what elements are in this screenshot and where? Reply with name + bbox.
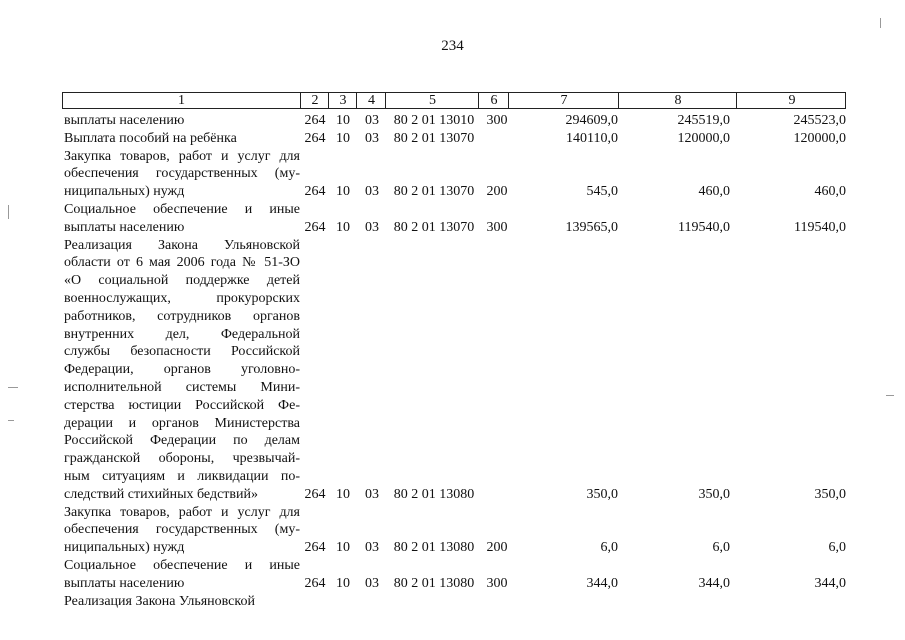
description-line: «О социальной поддержке детей — [64, 273, 300, 289]
header-cell-6: 6 — [478, 93, 509, 108]
header-cell-1: 1 — [178, 93, 185, 108]
cell-col-8: 6,0 — [712, 540, 730, 556]
description-line: гражданской обороны, чрезвычай- — [64, 451, 300, 467]
cell-col-3: 10 — [336, 575, 350, 591]
cell-col-5: 80 2 01 13010 — [393, 113, 475, 128]
cell-col-9: 245523,0 — [793, 113, 846, 128]
description-line: обеспечения государственных (му- — [64, 522, 300, 538]
cell-col-8: 460,0 — [698, 184, 730, 200]
cell-col-5: 80 2 01 13080 — [393, 540, 475, 556]
cell-col-5: 80 2 01 13070 — [393, 219, 475, 235]
header-cell-9: 9 — [736, 93, 847, 108]
cell-col-8: 245519,0 — [677, 113, 730, 128]
cell-col-2: 264 — [304, 219, 326, 235]
cell-col-9: 460,0 — [814, 184, 846, 200]
cell-col-3: 10 — [336, 540, 350, 556]
row-description — [64, 557, 300, 593]
cell-col-9: 119540,0 — [794, 219, 846, 235]
cell-col-4: 03 — [365, 130, 379, 146]
cell-col-5: 80 2 01 13070 — [393, 184, 475, 200]
cell-col-5: 80 2 01 13080 — [393, 486, 475, 502]
row-description — [64, 504, 300, 557]
scan-mark — [8, 205, 9, 219]
description-line: Реализация Закона Ульяновской — [64, 237, 300, 253]
description-line: ниципальных) нужд — [64, 540, 185, 556]
description-line: Социальное обеспечение и иные — [64, 558, 300, 573]
description-line: Социальное обеспечение и иные — [64, 202, 300, 217]
description-line: работников, сотрудников органов — [64, 308, 300, 324]
cell-col-2: 264 — [304, 184, 326, 200]
page-number: 234 — [441, 38, 464, 54]
description-line: внутренних дел, Федеральной — [64, 326, 300, 342]
cell-col-9: 344,0 — [814, 575, 846, 591]
cell-col-4: 03 — [365, 113, 379, 128]
cell-col-3: 10 — [336, 184, 350, 200]
description-line: области от 6 мая 2006 года № 51-ЗО — [64, 255, 300, 271]
cell-col-2: 264 — [304, 540, 326, 556]
cell-col-5: 80 2 01 13080 — [393, 575, 475, 591]
description-line: Закупка товаров, работ и услуг для — [64, 504, 300, 520]
description-line: выплаты населению — [64, 113, 185, 128]
row-description — [64, 112, 300, 130]
scan-mark — [880, 18, 881, 28]
table-header — [62, 92, 846, 109]
description-line: военнослужащих, прокурорских — [64, 290, 300, 306]
header-cell-2: 2 — [300, 93, 329, 108]
cell-col-4: 03 — [365, 486, 379, 502]
description-line: выплаты населению — [64, 219, 185, 235]
header-cell-3: 3 — [328, 93, 357, 108]
cell-col-4: 03 — [365, 184, 379, 200]
header-cell-7: 7 — [508, 93, 619, 108]
description-line: Выплата пособий на ребёнка — [64, 130, 237, 146]
cell-col-6: 300 — [486, 575, 508, 591]
scan-mark — [886, 395, 894, 396]
header-cell-5: 5 — [385, 93, 479, 108]
description-line: Российской Федерации по делам — [64, 433, 300, 449]
description-line: обеспечения государственных (му- — [64, 166, 300, 182]
description-line: Федерации, органов уголовно- — [64, 362, 300, 378]
cell-col-7: 140110,0 — [566, 130, 618, 146]
row-description — [64, 237, 300, 504]
scan-mark — [8, 387, 18, 388]
cell-col-4: 03 — [365, 540, 379, 556]
cell-col-3: 10 — [336, 486, 350, 502]
row-description — [64, 201, 300, 237]
cell-col-5: 80 2 01 13070 — [393, 130, 475, 146]
cell-col-9: 120000,0 — [793, 130, 846, 146]
cell-col-6: 300 — [486, 113, 508, 128]
description-line: стерства юстиции Российской Фе- — [64, 397, 300, 413]
cell-col-9: 350,0 — [814, 486, 846, 502]
cell-col-8: 120000,0 — [677, 130, 730, 146]
cell-col-2: 264 — [304, 113, 326, 128]
cell-col-6: 200 — [486, 184, 508, 200]
header-cell-4: 4 — [356, 93, 386, 108]
description-line: исполнительной системы Мини- — [64, 379, 300, 395]
cell-col-7: 139565,0 — [565, 219, 618, 235]
row-description — [64, 593, 300, 611]
cell-col-7: 350,0 — [586, 486, 618, 502]
description-line: ниципальных) нужд — [64, 184, 185, 200]
description-line: следствий стихийных бедствий» — [64, 486, 259, 502]
cell-col-7: 294609,0 — [565, 113, 618, 128]
cell-col-4: 03 — [365, 219, 379, 235]
description-line: дерации и органов Министерства — [64, 415, 300, 431]
cell-col-7: 344,0 — [586, 575, 618, 591]
cell-col-3: 10 — [336, 130, 350, 146]
cell-col-6: 200 — [486, 540, 508, 556]
cell-col-7: 545,0 — [586, 184, 618, 200]
row-description — [64, 148, 300, 201]
cell-col-4: 03 — [365, 575, 379, 591]
row-description — [64, 130, 300, 148]
cell-col-3: 10 — [336, 219, 350, 235]
description-line: Закупка товаров, работ и услуг для — [64, 148, 300, 164]
scan-mark — [8, 420, 14, 421]
description-line: ным ситуациям и ликвидации по- — [64, 468, 300, 484]
cell-col-8: 119540,0 — [678, 219, 730, 235]
cell-col-2: 264 — [304, 130, 326, 146]
description-line: выплаты населению — [64, 575, 185, 591]
cell-col-2: 264 — [304, 575, 326, 591]
cell-col-8: 350,0 — [698, 486, 730, 502]
description-line: Реализация Закона Ульяновской — [64, 593, 255, 609]
cell-col-8: 344,0 — [698, 575, 730, 591]
cell-col-6: 300 — [486, 219, 508, 235]
description-line: службы безопасности Российской — [64, 344, 300, 360]
cell-col-2: 264 — [304, 486, 326, 502]
cell-col-9: 6,0 — [828, 540, 846, 556]
header-cell-8: 8 — [618, 93, 737, 108]
cell-col-7: 6,0 — [600, 540, 618, 556]
cell-col-3: 10 — [336, 113, 350, 128]
